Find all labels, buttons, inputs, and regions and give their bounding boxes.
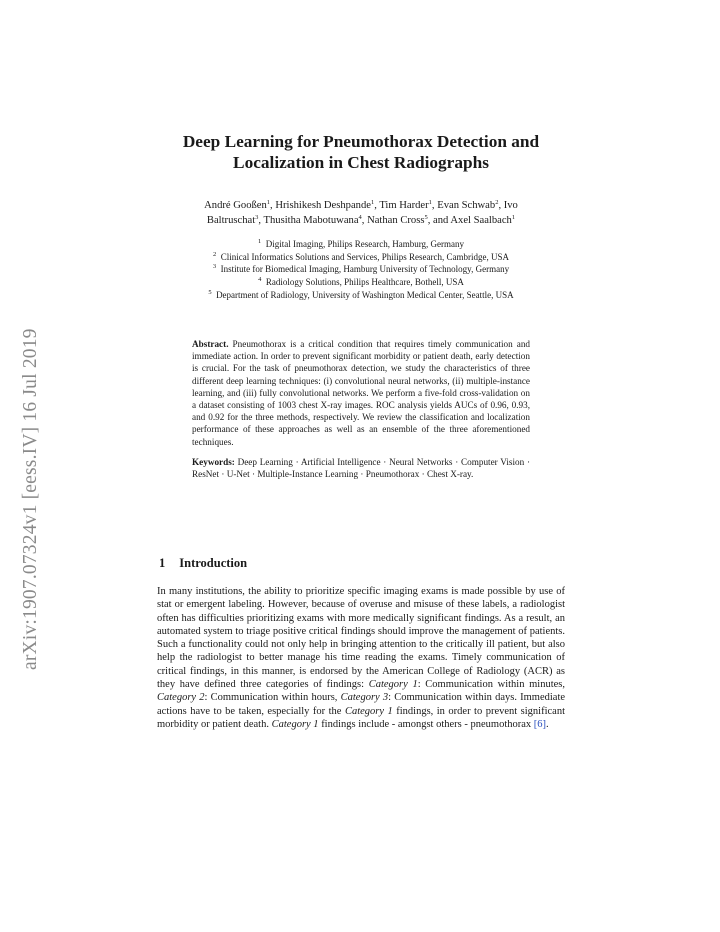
affil-number: 3 (212, 263, 217, 271)
author-affil-mark: 2 (495, 199, 499, 206)
author-affil-mark: 1 (511, 213, 516, 221)
intro-text: : Communication within hours, (204, 692, 341, 704)
category-term: Category 1 (368, 679, 418, 691)
author-name: Evan Schwab (437, 200, 496, 211)
author-list (157, 199, 565, 228)
affil-text: Institute for Biomedical Imaging, Hamburg University of Technology, Germany (220, 264, 510, 275)
abstract-text: Pneumothorax is a critical condition that requires timely communication and immediate action. In order to prevent significant morbidity or patient death, early detection is crucial. For the task of pneumothorax detection, we study the characteristics of three different deep learning techniques: (i) convolutional neural networks, (ii) multiple-instance learning, and (iii) fully convolutional networks. We perform a five-fold cross-validation on a dataset consisting of 1003 chest X-ray images. ROC analysis yields AUCs of 0.96, 0.93, and 0.92 for the three methods, respectively. We review the classification and localization performance of these approaches as well as an ensemble of the three aforementioned techniques. (192, 339, 531, 447)
author-affil-mark: 5 (424, 213, 428, 221)
category-term: Category 1 (344, 705, 393, 717)
author-line-1: André Gooßen$^1$, Hrishikesh Deshpande$^1$, Tim Harder$^1$, Evan Schwab$^2$, Ivo (204, 199, 518, 211)
affiliation-4 (147, 276, 575, 289)
affiliation-2 (147, 251, 575, 264)
affil-number: 1 (257, 238, 262, 245)
author-affil-mark: 4 (358, 213, 362, 221)
author-name: Axel Saalbach (450, 214, 512, 226)
citation-link[interactable]: [6] (533, 718, 547, 730)
introduction-body (157, 585, 565, 731)
paper-title (157, 131, 565, 173)
affil-number: 5 (208, 288, 212, 296)
title-line-1: Deep Learning for Pneumothorax Detection and (182, 132, 540, 151)
intro-text: findings include - amongst others - pneumothorax (318, 718, 534, 730)
section-title-text: Introduction (179, 556, 248, 570)
section-heading (159, 556, 247, 571)
author-name: Hrishikesh Deshpande (275, 200, 371, 211)
affil-text: Digital Imaging, Philips Research, Hamburg, Germany (265, 239, 465, 249)
author-affil-mark: 1 (266, 199, 271, 206)
author-affil-mark: 1 (428, 199, 432, 206)
intro-text: : Communication within minutes, (417, 679, 565, 691)
arxiv-side-stamp: arXiv:1907.07324v1 [eess.IV] 16 Jul 2019 (20, 328, 41, 670)
author-affil-mark: 3 (255, 213, 259, 221)
affil-number: 2 (213, 250, 217, 258)
affil-number: 4 (258, 276, 262, 284)
intro-text: findings, in order to prevent significant morbidity or patient death. (157, 705, 565, 730)
affil-text: Radiology Solutions, Philips Healthcare, Bothell, USA (265, 277, 464, 288)
author-name: Tim Harder (379, 200, 429, 211)
keywords-paragraph (192, 456, 530, 480)
affiliation-list (147, 238, 575, 302)
author-line-2: Baltruschat$^3$, Thusitha Mabotuwana$^4$, Nathan Cross$^5$, and Axel Saalbach$^1$ (206, 213, 516, 226)
category-term: Category 1 (271, 718, 319, 730)
intro-text: : Communication within days. Immediate actions have to be taken, especially for the (157, 692, 566, 717)
category-term: Category 3 (340, 692, 389, 704)
affil-text: Clinical Informatics Solutions and Services, Philips Research, Cambridge, USA (220, 251, 509, 262)
title-line-2: Localization in Chest Radiographs (233, 153, 489, 172)
author-name: André Gooßen (204, 200, 267, 211)
keywords-label: Keywords: (192, 456, 235, 467)
author-affil-mark: 1 (370, 199, 375, 206)
intro-text: In many institutions, the ability to prioritize specific imaging exams is made possible by use of stat or emergent labeling. However, because of overuse and misuse of these labels, a radiologist often has difficulties prioritizing exams with more medically significant findings. As a result, an automated system to triage positive critical findings should improve the management of patients. Such a functionality could not only help in bringing attention to the critically ill patient, but also help the radiologist to better manage his time reading the exams. Timely communication of critical findings, in this manner, is endorsed by the American College of Radiology (ACR) as they have defined three categories of findings: (157, 586, 565, 691)
abstract-label: Abstract. (192, 339, 229, 349)
affiliation-5 (147, 289, 575, 302)
keywords-text: Deep Learning · Artificial Intelligence · Neural Networks · Computer Vision · ResNet · U-Net · Multiple-Instance Learning · Pneumothorax · Chest X-ray. (192, 456, 531, 480)
affiliation-1 (147, 238, 575, 251)
author-name: Thusitha Mabotuwana (263, 214, 359, 226)
author-name: Nathan Cross (367, 214, 425, 226)
affiliation-3 (147, 263, 575, 276)
affil-text: Department of Radiology, University of Washington Medical Center, Seattle, USA (216, 289, 514, 300)
intro-text: . (546, 718, 549, 730)
abstract-paragraph (192, 338, 530, 448)
section-number: 1 (159, 556, 166, 570)
abstract-block (192, 338, 530, 480)
category-term: Category 2 (157, 692, 205, 704)
introduction-paragraph (157, 585, 565, 731)
